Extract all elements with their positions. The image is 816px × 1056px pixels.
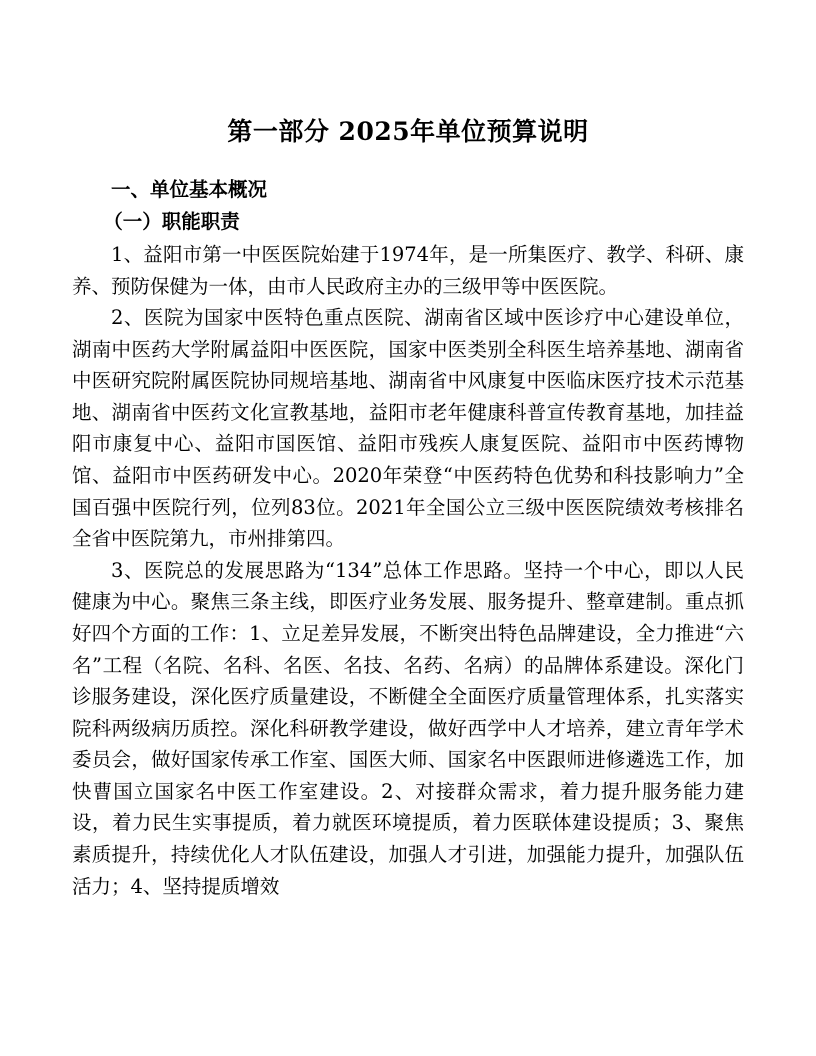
body-paragraph-3: 3、医院总的发展思路为“134”总体工作思路。坚持一个中心，即以人民健康为中心。聚焦三条主线，即医疗业务发展、服务提升、整章建制。重点抓好四个方面的工作：1、立足差异发展，不断突出特色品牌建设，全力推进“六名”工程（名院、名科、名医、名技、名药、名病）的品牌体系建设。深化门诊服务建设，深化医疗质量建设，不断健全全面医疗质量管理体系，扎实落实院科两级病历质控。深化科研教学建设，做好西学中人才培养，建立青年学术委员会，做好国家传承工作室、国医大师、国家名中医跟师进修遴选工作，加快曹国立国家名中医工作室建设。2、对接群众需求，着力提升服务能力建设，着力民生实事提质，着力就医环境提质，着力医联体建设提质；3、聚焦素质提升，持续优化人才队伍建设，加强人才引进，加强能力提升，加强队伍活力；4、坚持提质增效 bbox=[72, 558, 744, 898]
section-heading-level-2: （一）职能职责 bbox=[103, 209, 240, 233]
page-title: 第一部分 2025年单位预算说明 bbox=[227, 117, 589, 146]
body-paragraph-2: 2、医院为国家中医特色重点医院、湖南省区域中医诊疗中心建设单位，湖南中医药大学附属益阳中医医院，国家中医类别全科医生培养基地、湖南省中医研究院附属医院协同规培基地、湖南省中风康复中医临床医疗技术示范基地、湖南省中医药文化宣教基地，益阳市老年健康科普宣传教育基地，加挂益阳市康复中心、益阳市国医馆、益阳市残疾人康复医院、益阳市中医药博物馆、益阳市中医药研发中心。2020年荣登“中医药特色优势和科技影响力”全国百强中医院行列，位列83位。2021年全国公立三级中医医院绩效考核排名全省中医院第九，市州排第四。 bbox=[72, 306, 744, 551]
section-heading-level-1: 一、单位基本概况 bbox=[111, 177, 268, 201]
body-paragraph-1: 1、益阳市第一中医医院始建于1974年，是一所集医疗、教学、科研、康养、预防保健为一体，由市人民政府主办的三级甲等中医医院。 bbox=[72, 243, 744, 298]
